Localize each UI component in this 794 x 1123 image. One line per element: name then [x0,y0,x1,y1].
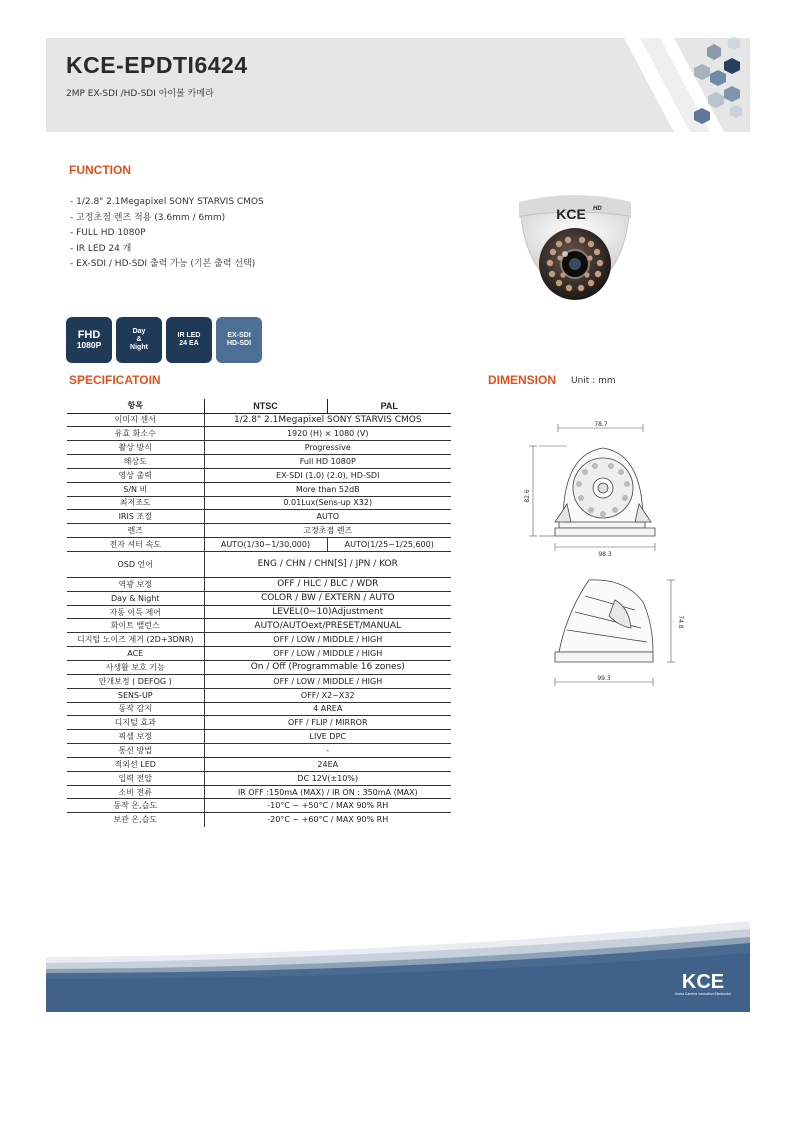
page-subtitle: 2MP EX-SDI /HD-SDI 아이볼 카메라 [66,89,214,99]
row-label: 해상도 [67,455,204,469]
badge-label: Day [132,327,146,335]
row-value: 1/2.8" 2.1Megapixel SONY STARVIS CMOS [204,413,451,427]
table-row [67,744,451,758]
row-value: On / Off (Programmable 16 zones) [204,661,451,675]
row-value: OFF / LOW / MIDDLE / HIGH [204,647,451,661]
row-label: 소비 전류 [67,785,204,799]
row-label: 역광 보정 [67,577,204,591]
table-row [67,661,451,675]
row-label: OSD 언어 [67,551,204,577]
row-value: -20°C ~ +60°C / MAX 90% RH [267,815,389,825]
table-row [67,455,451,469]
table-row [67,633,451,647]
row-label: 안개보정 ( DEFOG ) [67,674,204,688]
row-label: 픽셀 보정 [67,730,204,744]
badge-fhd [66,317,112,363]
specification-title: SPECIFICATOIN [69,373,161,387]
table-row [67,510,451,524]
list-item: - EX-SDI / HD-SDI 출력 가능 (기본 출력 선택) [70,259,256,269]
camera-product-image [515,192,635,302]
badge-day-night [116,317,162,363]
row-label: S/N 비 [67,482,204,496]
footer-banner [46,915,750,1012]
header-ntsc: NTSC [204,399,327,413]
row-label: 유효 화소수 [67,427,204,441]
camera-logo: KCE [556,206,586,222]
dim-front-top: 78.7 [594,421,608,428]
table-header-row [67,399,451,413]
function-list [70,195,264,273]
row-value-pal: AUTO(1/25~1/25,600) [327,538,451,552]
front-view-drawing [525,418,665,558]
row-label: 적외선 LED [67,757,204,771]
table-row [67,785,451,799]
table-row [67,702,451,716]
row-label: ACE [67,647,204,661]
row-value: IR OFF :150mA (MAX) / IR ON : 350mA (MAX) [204,785,451,799]
table-row [67,591,451,605]
header-item: 항목 [67,399,204,413]
dim-side-height: 74.8 [677,615,684,629]
footer-tagline: Korea Camera Innovation Electronics [674,992,732,996]
table-row [67,730,451,744]
footer-logo: KCE [681,971,725,993]
row-value: 4 AREA [204,702,451,716]
specification-table [67,399,451,827]
row-label: 사생활 보호 기능 [67,661,204,675]
row-value: OFF / LOW / MIDDLE / HIGH [204,674,451,688]
row-label: Day & Night [67,591,204,605]
badge-label: Night [130,344,148,352]
badge-label: HD-SDI [226,340,252,347]
row-value: 1920 (H) × 1080 (V) [204,427,451,441]
row-label: 화이트 밸런스 [67,619,204,633]
row-value: AUTO/AUTOext/PRESET/MANUAL [204,619,451,633]
list-item: - 고정초점 렌즈 적용 (3.6mm / 6mm) [70,212,226,223]
row-value: -10°C ~ +50°C / MAX 90% RH [204,799,451,813]
row-label: 동작 감지 [67,702,204,716]
row-value: EX-SDI (1.0) (2.0), HD-SDI [204,468,451,482]
badge-label: 24 EA [179,340,199,347]
table-row [67,674,451,688]
table-row [67,647,451,661]
row-value: DC 12V(±10%) [204,771,451,785]
camera-logo-hd: HD [593,206,602,212]
table-row [67,688,451,702]
row-label: 디지털 노이즈 제거 (2D+3DNR) [67,633,204,647]
dim-side-bottom: 99.3 [597,675,611,682]
list-item: - FULL HD 1080P [70,228,146,238]
row-value: OFF / HLC / BLC / WDR [204,577,451,591]
badge-label: 1080P [76,340,102,351]
header-pal: PAL [327,399,451,413]
badge-label: EX-SDI [227,331,251,339]
row-value: COLOR / BW / EXTERN / AUTO [204,591,451,605]
row-label: 영상 출력 [67,468,204,482]
row-value: AUTO [204,510,451,524]
row-value: 고정초점 렌즈 [204,524,451,538]
row-value: 0.01Lux(Sens-up X32) [204,496,451,510]
dimension-title: DIMENSION [488,373,557,387]
row-label: 전자 셔터 속도 [67,538,204,552]
row-label: 보관 온,습도 [67,813,204,827]
table-row [67,496,451,510]
list-item: - IR LED 24 개 [70,243,132,254]
row-value-ntsc: AUTO(1/30~1/30,000) [204,538,327,552]
row-value: LEVEL(0~10)Adjustment [204,605,451,619]
table-row [67,771,451,785]
row-value: LIVE DPC [204,730,451,744]
table-row [67,577,451,591]
badge-ir-led [166,317,212,363]
row-label: 최저조도 [67,496,204,510]
hexagon-pattern-icon [624,38,750,132]
row-label: 이미지 센서 [67,413,204,427]
row-value: OFF/ X2~X32 [204,688,451,702]
row-label: 통신 방법 [67,744,204,758]
table-row [67,551,451,577]
table-row [67,524,451,538]
table-row [67,427,451,441]
table-row [67,757,451,771]
badge-label: FHD [77,328,101,341]
table-row [67,441,451,455]
row-value: - [204,744,451,758]
table-row [67,716,451,730]
badge-ex-sdi [216,317,262,363]
dimension-unit: Unit : mm [571,376,616,386]
list-item: - 1/2.8" 2.1Megapixel SONY STARVIS CMOS [70,197,264,207]
table-row [67,619,451,633]
row-label: 렌즈 [67,524,204,538]
row-label: 동작 온,습도 [67,799,204,813]
dim-front-height: 82.6 [524,489,531,503]
row-value: 24EA [204,757,451,771]
row-label: 디지털 효과 [67,716,204,730]
row-value: OFF / FLIP / MIRROR [204,716,451,730]
badge-label: IR LED [177,331,201,339]
row-label: 촬상 방식 [67,441,204,455]
row-label: SENS-UP [67,688,204,702]
table-row [67,413,451,427]
table-row [67,799,451,813]
row-label: 입력 전압 [67,771,204,785]
table-row [67,482,451,496]
table-row [67,538,451,552]
table-row [67,813,451,827]
row-value: OFF / LOW / MIDDLE / HIGH [204,633,451,647]
row-value: More than 52dB [204,482,451,496]
header-banner [46,38,750,132]
badge-label: & [136,335,142,343]
row-value: Progressive [204,441,451,455]
row-value: Full HD 1080P [204,455,451,469]
row-label: 자동 이득 제어 [67,605,204,619]
table-row [67,468,451,482]
side-view-drawing [545,572,685,690]
function-title: FUNCTION [69,163,131,177]
dim-front-bottom: 98.3 [598,551,612,558]
row-value: ENG / CHN / CHN[S] / JPN / KOR [204,551,451,577]
page-title: KCE-EPDTI6424 [66,52,248,78]
table-row [67,605,451,619]
row-label: IRIS 조절 [67,510,204,524]
